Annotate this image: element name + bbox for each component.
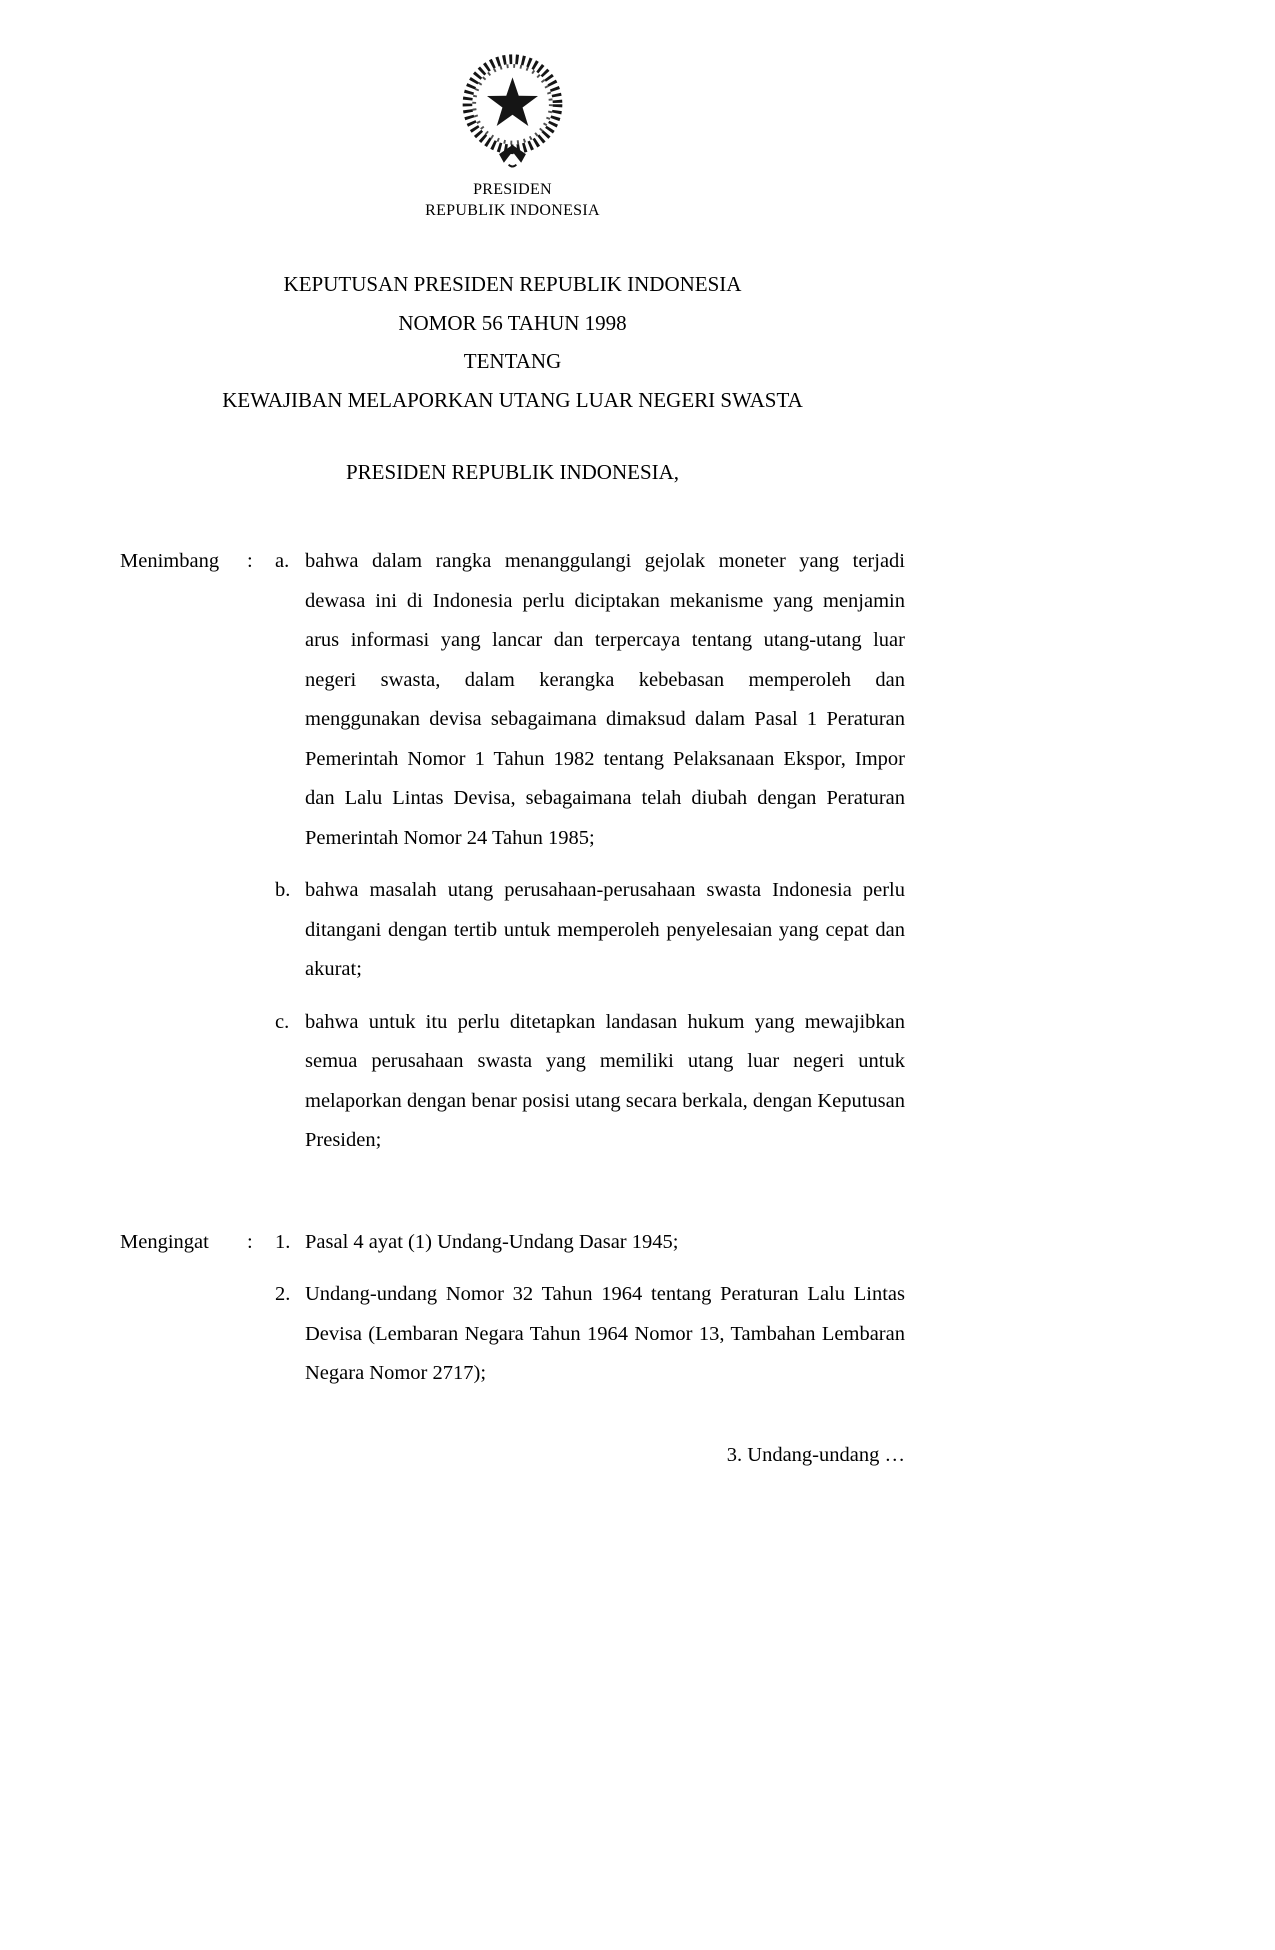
page-continuation-marker: 3. Undang-undang … [726, 1443, 905, 1466]
item-text: bahwa dalam rangka menanggulangi gejolak moneter yang terjadi dewasa ini di Indonesia perlu diciptakan mekanisme yang menjamin arus informasi yang lancar dan terpercaya tentang utang-utang luar negeri swasta, dalam kerangka kebebasan memperoleh dan menggunakan devisa sebagaimana dimaksud dalam Pasal 1 Peraturan Pemerintah Nomor 1 Tahun 1982 tentang Pelaksanaan Ekspor, Impor dan Lalu Lintas Devisa, sebagaimana telah diubah dengan Peraturan Pemerintah Nomor 24 Tahun 1985; [305, 550, 905, 849]
list-item [275, 542, 905, 858]
section-label-colon: : [247, 550, 253, 572]
presidential-seal-icon [455, 46, 570, 174]
letterhead [120, 46, 905, 221]
item-marker: 2. [275, 1283, 291, 1305]
letterhead-presiden: PRESIDEN [473, 181, 552, 198]
salutation: PRESIDEN REPUBLIK INDONESIA, [345, 460, 680, 484]
item-marker: 1. [275, 1230, 291, 1253]
section-label-menimbang [120, 542, 275, 582]
section-label-text: Menimbang [120, 550, 220, 572]
item-text: bahwa masalah utang perusahaan-perusahaan swasta Indonesia perlu ditangani dengan tertib untuk memperoleh penyelesaian yang cepat dan akurat; [305, 879, 905, 980]
item-text: Undang-undang Nomor 32 Tahun 1964 tentang Peraturan Lalu Lintas Devisa (Lembaran Negara Tahun 1964 Nomor 13, Tambahan Lembaran Negara Nomor 2717); [305, 1283, 905, 1384]
section-label-text: Mengingat [120, 1230, 209, 1253]
letterhead-republik-indonesia: REPUBLIK INDONESIA [425, 202, 600, 219]
section-mengingat [120, 1223, 905, 1394]
list-item [275, 871, 905, 990]
item-marker: c. [275, 1010, 290, 1033]
section-label-mengingat [120, 1223, 275, 1263]
list-item [275, 1003, 905, 1161]
section-label-colon: : [247, 1230, 253, 1253]
title-line-nomor: NOMOR 56 TAHUN 1998 [398, 310, 627, 335]
list-item [275, 1275, 905, 1394]
title-line-tentang: TENTANG [463, 349, 562, 373]
section-menimbang [120, 542, 905, 1161]
item-text: bahwa untuk itu perlu ditetapkan landasan hukum yang mewajibkan semua perusahaan swasta yang memiliki utang luar negeri untuk melaporkan dengan benar posisi utang secara berkala, dengan Keputusan Presiden; [305, 1010, 905, 1151]
list-item [275, 1223, 905, 1263]
title-line-subject: KEWAJIBAN MELAPORKAN UTANG LUAR NEGERI SWASTA [222, 387, 803, 412]
item-marker: a. [275, 550, 290, 572]
title-line-keputusan: KEPUTUSAN PRESIDEN REPUBLIK INDONESIA [283, 272, 742, 296]
document-title [120, 265, 905, 419]
item-text: Pasal 4 ayat (1) Undang-Undang Dasar 1945; [305, 1230, 679, 1253]
item-marker: b. [275, 879, 291, 901]
